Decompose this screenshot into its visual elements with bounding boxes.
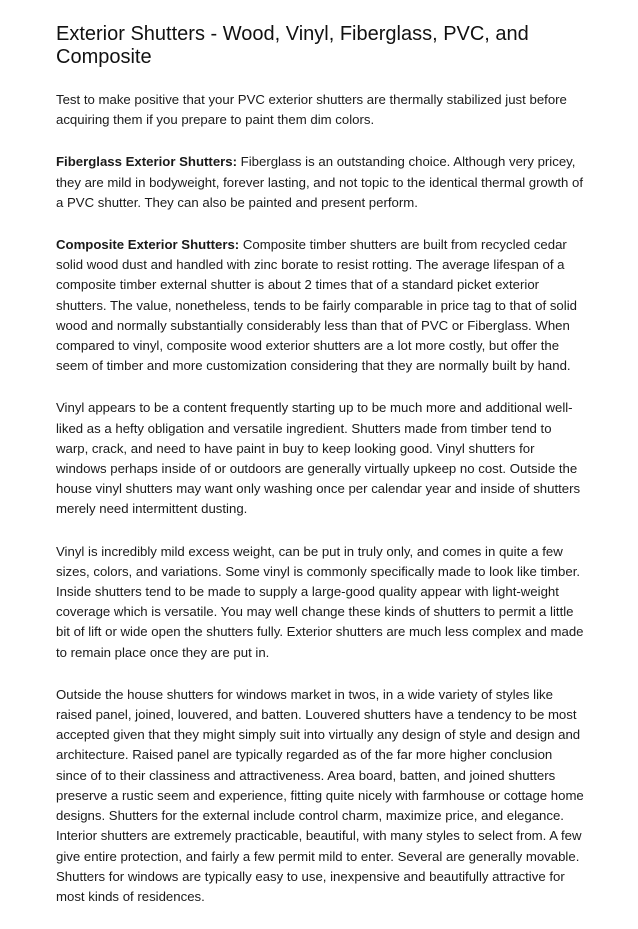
- paragraph-lead: Composite Exterior Shutters:: [56, 237, 240, 253]
- paragraph-outside-shutters: [56, 685, 586, 907]
- paragraph-text: Vinyl is incredibly mild excess weight, can be put in truly only, and comes in quite a few sizes, colors, and variations. Some vinyl is commonly specifically made to look like timber. Inside shutters tend to be made to supply a large-good quality appear with light-weight coverage which is versatile. You may well change these kinds of shutters to permit a little bit of lift or wide open the shutters fully. Exterior shutters are much less complex and made to remain place once they are put in.: [56, 543, 584, 660]
- paragraph-lead: Fiberglass Exterior Shutters:: [56, 154, 238, 170]
- paragraph-composite: [56, 235, 586, 376]
- paragraph-text: Test to make positive that your PVC exterior shutters are thermally stabilized just before acquiring them if you prepare to paint them dim colors.: [56, 92, 567, 128]
- paragraph-text: Vinyl appears to be a content frequently starting up to be much more and additional well-liked as a hefty obligation and versatile ingredient. Shutters made from timber tend to warp, crack, and need to have paint in buy to keep looking good. Vinyl shutters for windows perhaps inside of or outdoors are generally virtually upkeep no cost. Outside the house vinyl shutters may want only washing once per calendar year and inside of shutters merely need intermittent dusting.: [56, 400, 581, 517]
- paragraph-vinyl-popularity: [56, 398, 586, 519]
- paragraph-fiberglass: [56, 152, 586, 213]
- paragraph-text: Composite timber shutters are built from recycled cedar solid wood dust and handled with zinc borate to resist rotting. The average lifespan of a composite timber external shutter is about 2 times that of a standard picket exterior shutters. The value, nonetheless, tends to be fairly comparable in price tag to that of solid wood and normally substantially considerably less than that of PVC or Fiberglass. When compared to vinyl, composite wood exterior shutters are a lot more costly, but offer the seem of timber and more customization considering that they are normally built by hand.: [56, 237, 577, 374]
- paragraph-intro: [56, 90, 586, 130]
- document-title: Exterior Shutters - Wood, Vinyl, Fiberglass, PVC, and Composite: [56, 23, 529, 68]
- document-body: [56, 23, 586, 929]
- paragraph-text: Fiberglass is an outstanding choice. Although very pricey, they are mild in bodyweight, forever lasting, and not topic to the identical thermal growth of a PVC shutter. They can also be painted and present perform.: [56, 154, 584, 210]
- paragraph-text: Outside the house shutters for windows market in twos, in a wide variety of styles like raised panel, joined, louvered, and batten. Louvered shutters have a tendency to be most accepted given that they might simply suit into virtually any design of style and design and architecture. Raised panel are typically regarded as of the far more higher conclusion since of to their classiness and attractiveness. Area board, batten, and joined shutters preserve a rustic seem and experience, fitting quite nicely with farmhouse or cottage home designs. Shutters for the external include control charm, maximize price, and elegance. Interior shutters are extremely practicable, beautiful, with many styles to select from. A few give entire protection, and fairly a few permit mild to enter. Several are generally movable. Shutters for windows are typically easy to use, inexpensive and beautifully attractive for most kinds of residences.: [56, 686, 584, 904]
- paragraph-vinyl-weight: [56, 542, 586, 663]
